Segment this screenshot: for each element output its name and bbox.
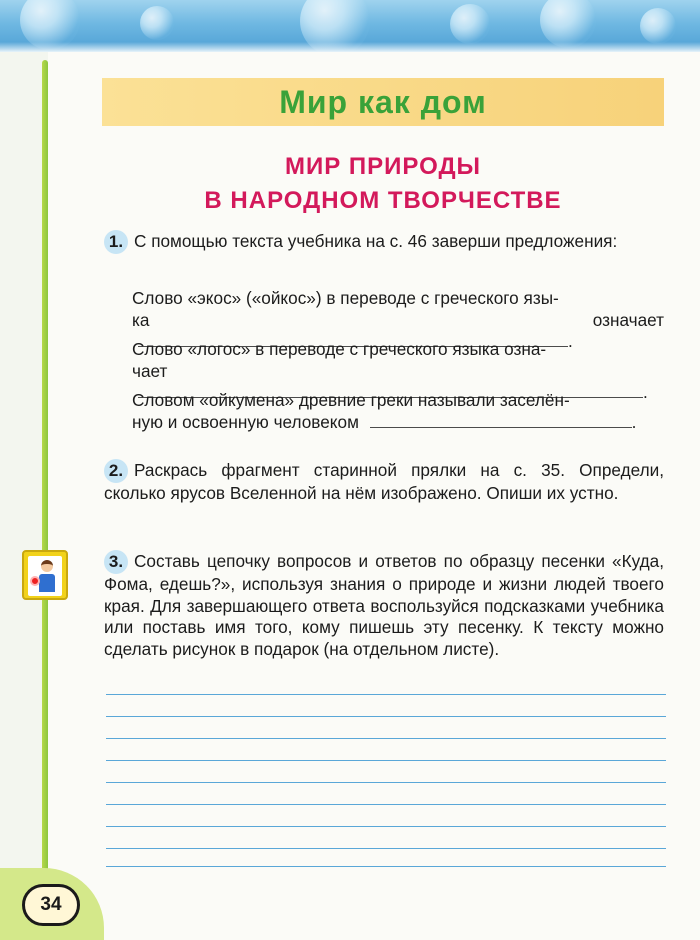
sentence-2-text: чает xyxy=(132,360,168,381)
bubble-decoration xyxy=(450,4,490,44)
sentence-2-line-1: Слово «логос» в переводе с греческого языка озна- xyxy=(132,339,547,359)
period: . xyxy=(643,382,648,402)
pair-work-icon xyxy=(22,550,68,600)
icon-flower xyxy=(30,576,40,586)
writing-line[interactable] xyxy=(106,760,666,761)
icon-child-head xyxy=(41,560,53,572)
decorative-banner xyxy=(0,0,700,52)
period: . xyxy=(568,331,573,351)
bubble-decoration xyxy=(640,8,676,44)
icon-child-body xyxy=(39,574,55,592)
task-2-number: 2. xyxy=(104,459,128,483)
task-2 xyxy=(104,459,664,505)
banner-fade xyxy=(0,42,700,52)
page-title: Мир как дом xyxy=(279,83,487,120)
sentence-1-line-1: Слово «экос» («ойкос») в переводе с греческого язы- xyxy=(132,288,559,308)
page-number: 34 xyxy=(22,884,80,926)
writing-line[interactable] xyxy=(106,694,666,695)
task-3 xyxy=(104,550,664,660)
sentence-3-line-2 xyxy=(132,412,664,434)
period: . xyxy=(631,411,637,432)
sentence-1-text: ка означает xyxy=(132,309,664,330)
writing-line[interactable] xyxy=(106,716,666,717)
left-margin xyxy=(0,52,48,940)
sentence-3-text: ную и освоенную человеком xyxy=(132,411,359,432)
bubble-decoration xyxy=(540,0,596,48)
task-1-intro-text: С помощью текста учебника на с. 46 заверши предложения: xyxy=(134,231,618,251)
subtitle-line-2: В НАРОДНОМ ТВОРЧЕСТВЕ xyxy=(204,187,562,214)
writing-line[interactable] xyxy=(106,782,666,783)
writing-line[interactable] xyxy=(106,866,666,867)
sentence-3-line-1: Словом «ойкумена» древние греки называли заселён- xyxy=(132,390,570,410)
task-2-text: Раскрась фрагмент старинной прялки на с. 35. Определи, сколько ярусов Вселенной на нём изображено. Опиши их устно. xyxy=(104,460,664,503)
margin-green-line xyxy=(42,60,48,880)
task-1-number: 1. xyxy=(104,230,128,254)
task-1-sentence-3 xyxy=(132,390,664,433)
subtitle-line-1: МИР ПРИРОДЫ xyxy=(284,153,482,180)
answer-field-3[interactable] xyxy=(370,414,632,428)
task-1-intro xyxy=(104,230,664,254)
bubble-decoration xyxy=(140,6,174,40)
task-3-text: Составь цепочку вопросов и ответов по образцу песенки «Куда, Фома, едешь?», используя знания о природе и жизни людей твоего края. Для завершающего ответа воспользуйся подсказками учебника или поставь имя того, кому пишешь эту песенку. К тексту можно сделать рисунок в подарок (на отдельном листе). xyxy=(104,551,664,659)
section-subtitle xyxy=(102,150,664,218)
writing-line[interactable] xyxy=(106,804,666,805)
title-banner xyxy=(102,78,664,126)
writing-line[interactable] xyxy=(106,848,666,849)
writing-line[interactable] xyxy=(106,738,666,739)
writing-line[interactable] xyxy=(106,826,666,827)
task-3-number: 3. xyxy=(104,550,128,574)
